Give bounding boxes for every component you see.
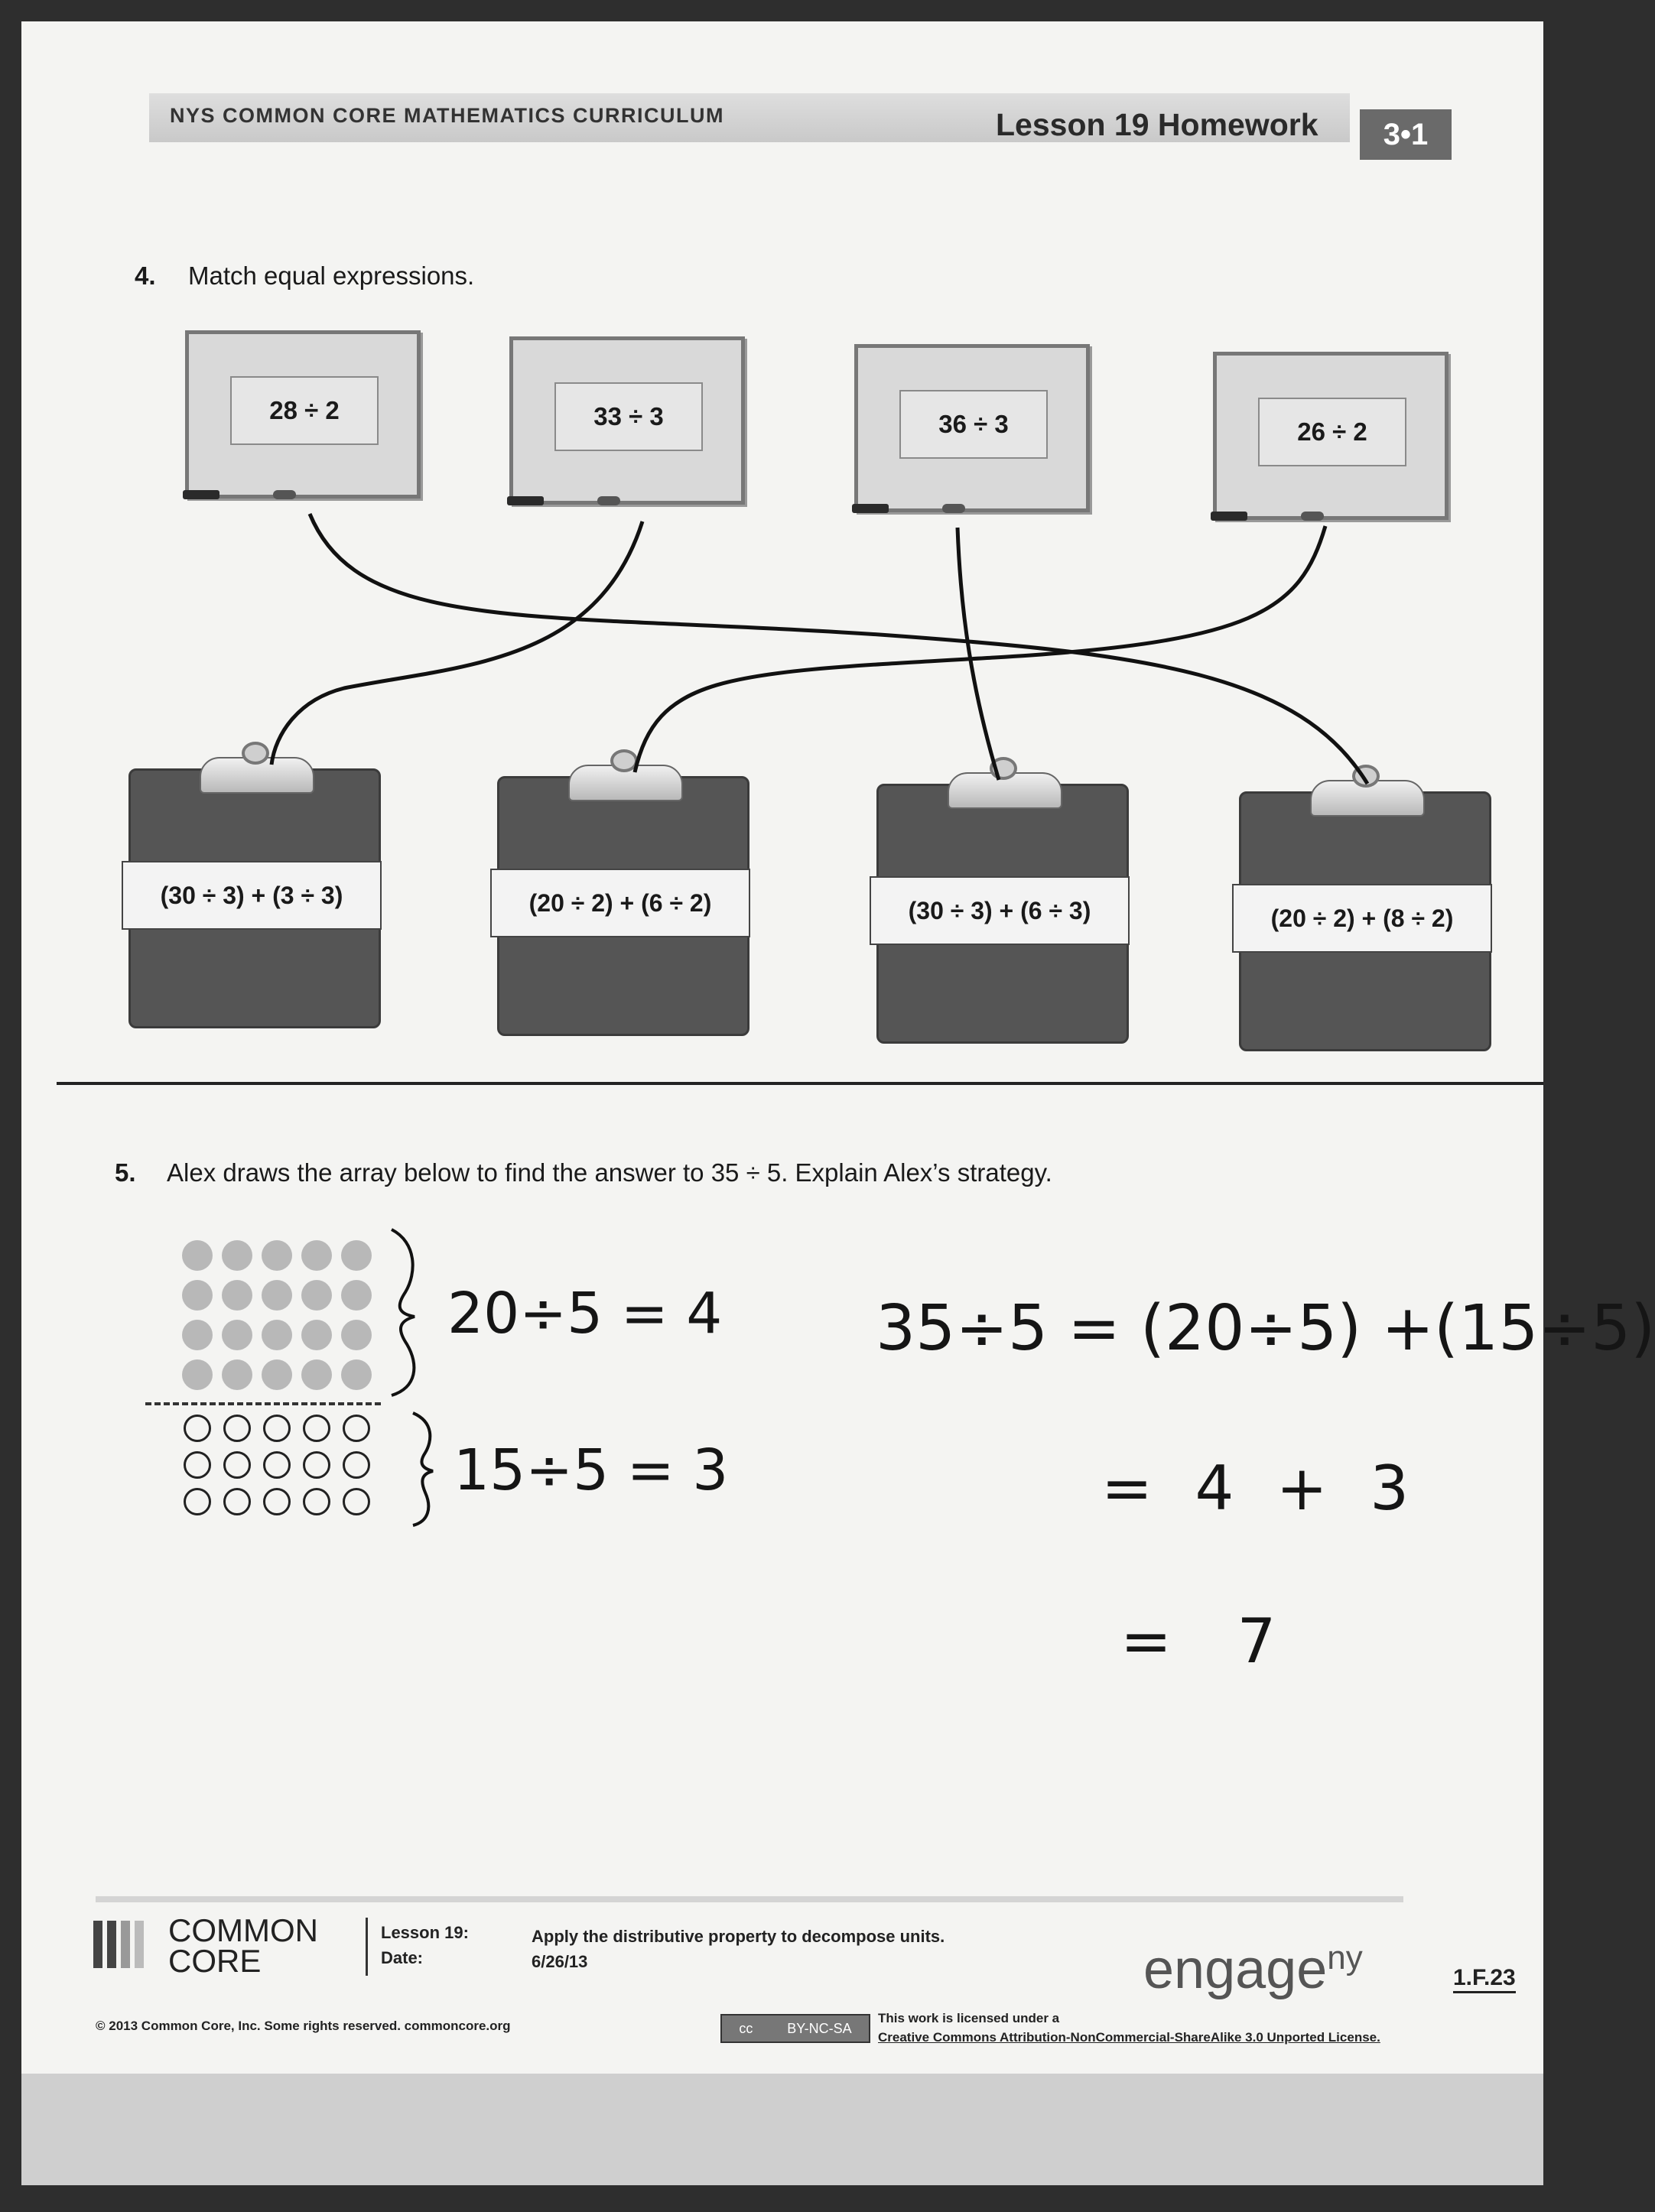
whiteboard-expression: 26 ÷ 2	[1258, 398, 1406, 466]
cc-license-code: BY-NC-SA	[787, 2020, 852, 2036]
license-link[interactable]: Creative Commons Attribution-NonCommercial-ShareAlike 3.0 Unported License.	[878, 2030, 1380, 2045]
clipboard-expression: (30 ÷ 3) + (3 ÷ 3)	[122, 861, 382, 930]
engage-wordmark: engage	[1143, 1939, 1328, 2000]
grade-module-badge: 3•1	[1360, 109, 1452, 160]
footer-separator	[366, 1918, 368, 1976]
handwritten-bottom-part: 15÷5 = 3	[454, 1437, 729, 1503]
clipboard-expression: (20 ÷ 2) + (6 ÷ 2)	[490, 869, 750, 937]
question-5-number: 5.	[115, 1158, 136, 1187]
lesson-label: Lesson 19:	[381, 1923, 469, 1942]
handwritten-equation-line-2: = 4 + 3	[1101, 1453, 1410, 1524]
creative-commons-badge	[720, 2014, 870, 2043]
handwritten-equation-line-3: = 7	[1120, 1606, 1276, 1677]
clipboard-expression: (20 ÷ 2) + (8 ÷ 2)	[1232, 884, 1492, 953]
question-4-prompt: Match equal expressions.	[188, 261, 475, 290]
brace-top-icon	[392, 1229, 415, 1395]
copyright-notice: © 2013 Common Core, Inc. Some rights reserved. commoncore.org	[96, 2019, 511, 2033]
lesson-objective: Apply the distributive property to decompose units.	[532, 1927, 945, 1946]
lesson-date: 6/26/13	[532, 1952, 588, 1971]
lesson-title: Lesson 19 Homework	[996, 107, 1318, 142]
whiteboard-expression: 36 ÷ 3	[899, 390, 1048, 459]
clipboard-expression: (30 ÷ 3) + (6 ÷ 3)	[870, 876, 1130, 945]
common-core-brand-line-1: COMMON	[168, 1912, 318, 1948]
question-4-number: 4.	[135, 261, 156, 290]
common-core-brand-line-2: CORE	[168, 1943, 262, 1979]
whiteboard-expression: 28 ÷ 2	[230, 376, 379, 445]
brace-bottom-icon	[413, 1413, 433, 1525]
curriculum-title: NYS COMMON CORE MATHEMATICS CURRICULUM	[170, 104, 724, 127]
question-5-prompt: Alex draws the array below to find the answer to 35 ÷ 5. Explain Alex’s strategy.	[167, 1158, 1052, 1187]
handwritten-top-part: 20÷5 = 4	[447, 1281, 723, 1346]
footer-rule	[96, 1896, 1403, 1902]
engage-ny-logo	[1143, 1938, 1363, 2001]
cc-icon: cc	[739, 2020, 753, 2036]
handwritten-equation-line-1: 35÷5 = (20÷5) +(15÷5)	[876, 1292, 1655, 1365]
page-code: 1.F.23	[1453, 1965, 1516, 1993]
license-text: This work is licensed under a	[878, 2011, 1060, 2025]
whiteboard-expression: 33 ÷ 3	[554, 382, 703, 451]
engage-ny-superscript: ny	[1327, 1939, 1363, 1977]
date-label: Date:	[381, 1948, 424, 1967]
